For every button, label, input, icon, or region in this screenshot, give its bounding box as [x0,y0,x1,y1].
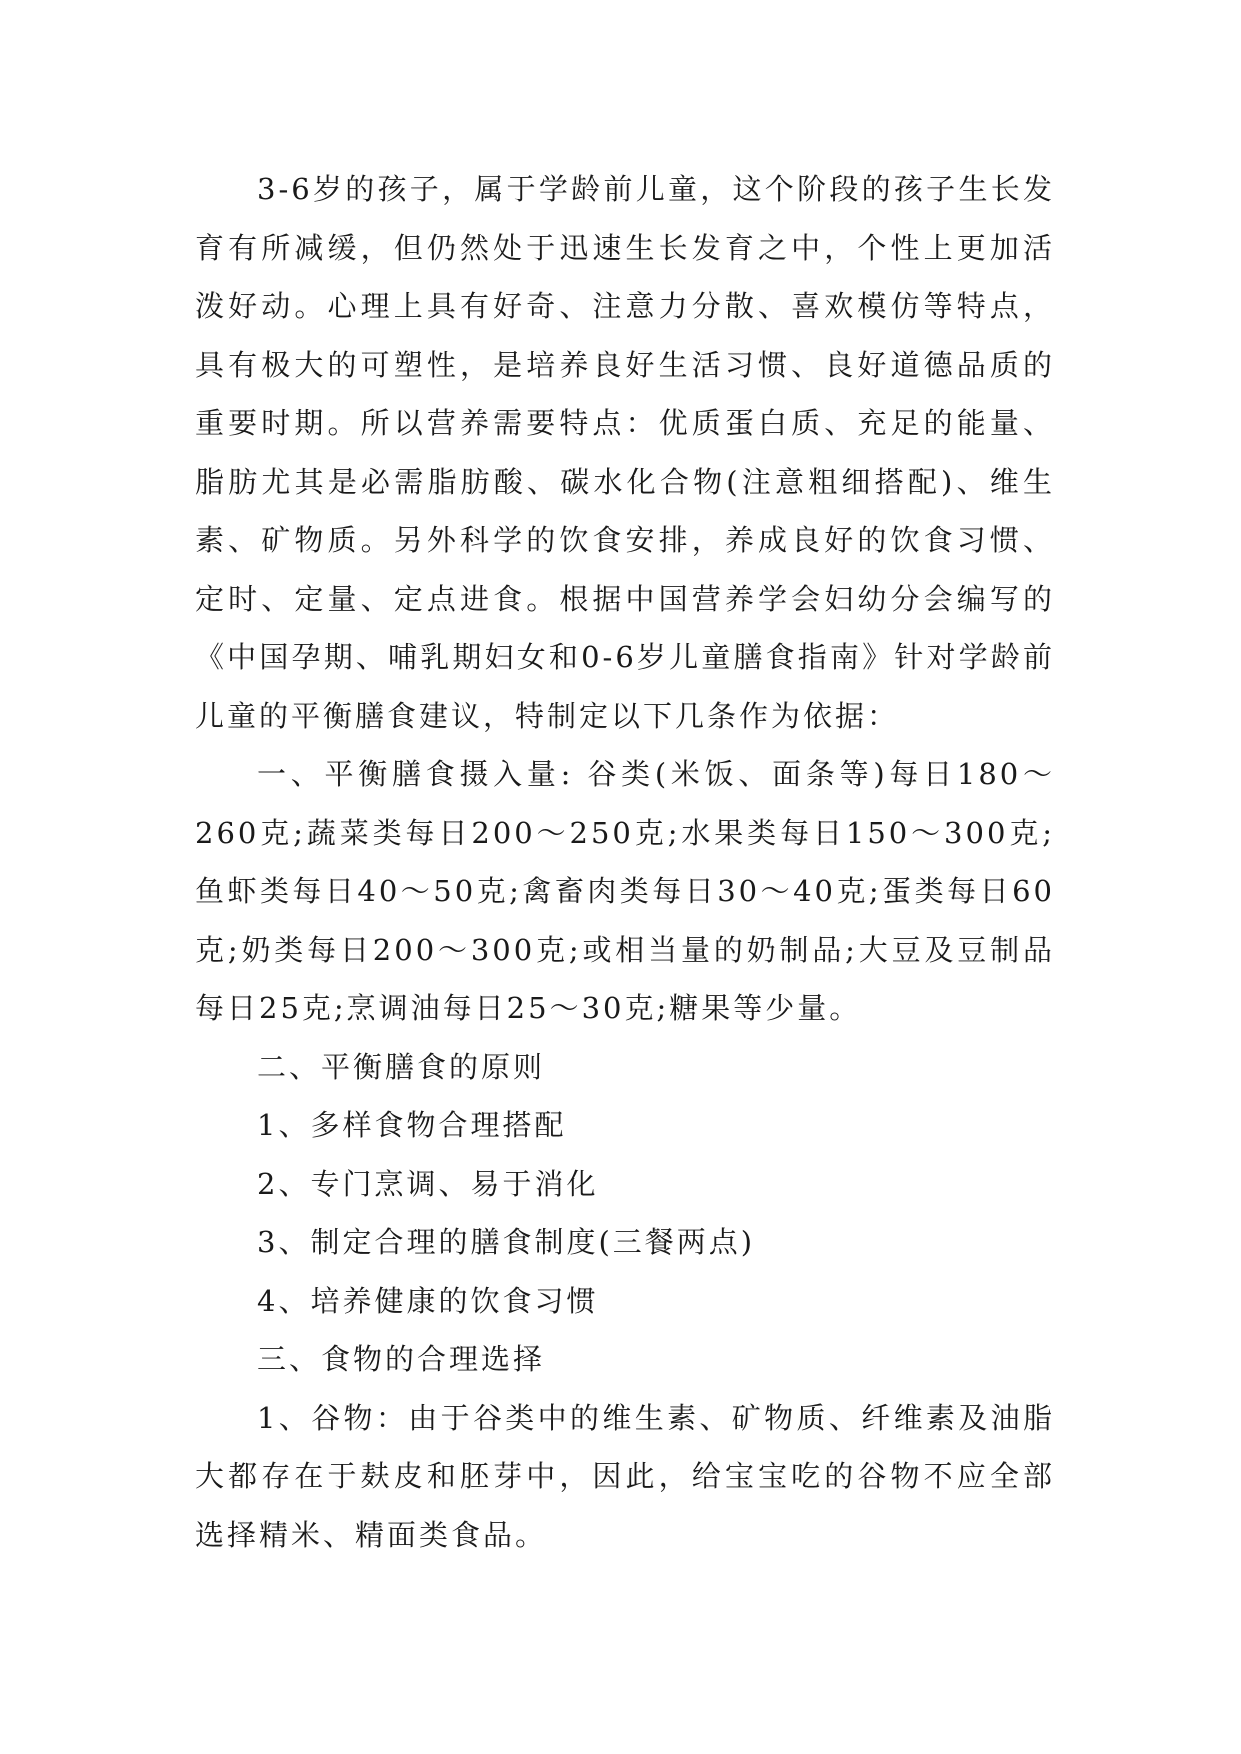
paragraph-section-1-intake: 一、平衡膳食摄入量: 谷类(米饭、面条等)每日180～260克;蔬菜类每日200～250克;水果类每日150～300克;鱼虾类每日40～50克;禽畜肉类每日30～40克;蛋类每日60克;奶类每日200～300克;或相当量的奶制品;大豆及豆制品每日25克;烹调油每日25～30克;糖果等少量。 [195,757,1055,1025]
heading-section-3: 三、食物的合理选择 [257,1342,546,1376]
paragraph-grains: 1、谷物：由于谷类中的维生素、矿物质、纤维素及油脂大都存在于麸皮和胚芽中，因此，给宝宝吃的谷物不应全部选择精米、精面类食品。 [195,1400,1055,1552]
heading-section-2: 二、平衡膳食的原则 [257,1049,546,1084]
document-body [195,160,1055,1564]
list-item-principle-3: 3、制定合理的膳食制度(三餐两点) [257,1225,756,1259]
list-item-principle-4: 4、培养健康的饮食习惯 [257,1283,599,1318]
list-item-principle-2: 2、专门烹调、易于消化 [257,1166,599,1201]
list-item-principle-1: 1、多样食物合理搭配 [257,1108,567,1142]
paragraph-intro: 3-6岁的孩子，属于学龄前儿童，这个阶段的孩子生长发育有所减缓，但仍然处于迅速生长发育之中，个性上更加活泼好动。心理上具有好奇、注意力分散、喜欢模仿等特点，具有极大的可塑性，是培养良好生活习惯、良好道德品质的重要时期。所以营养需要特点：优质蛋白质、充足的能量、脂肪尤其是必需脂肪酸、碳水化合物(注意粗细搭配)、维生素、矿物质。另外科学的饮食安排，养成良好的饮食习惯、定时、定量、定点进食。根据中国营养学会妇幼分会编写的《中国孕期、哺乳期妇女和0-6岁儿童膳食指南》针对学龄前儿童的平衡膳食建议，特制定以下几条作为依据： [195,172,1055,733]
